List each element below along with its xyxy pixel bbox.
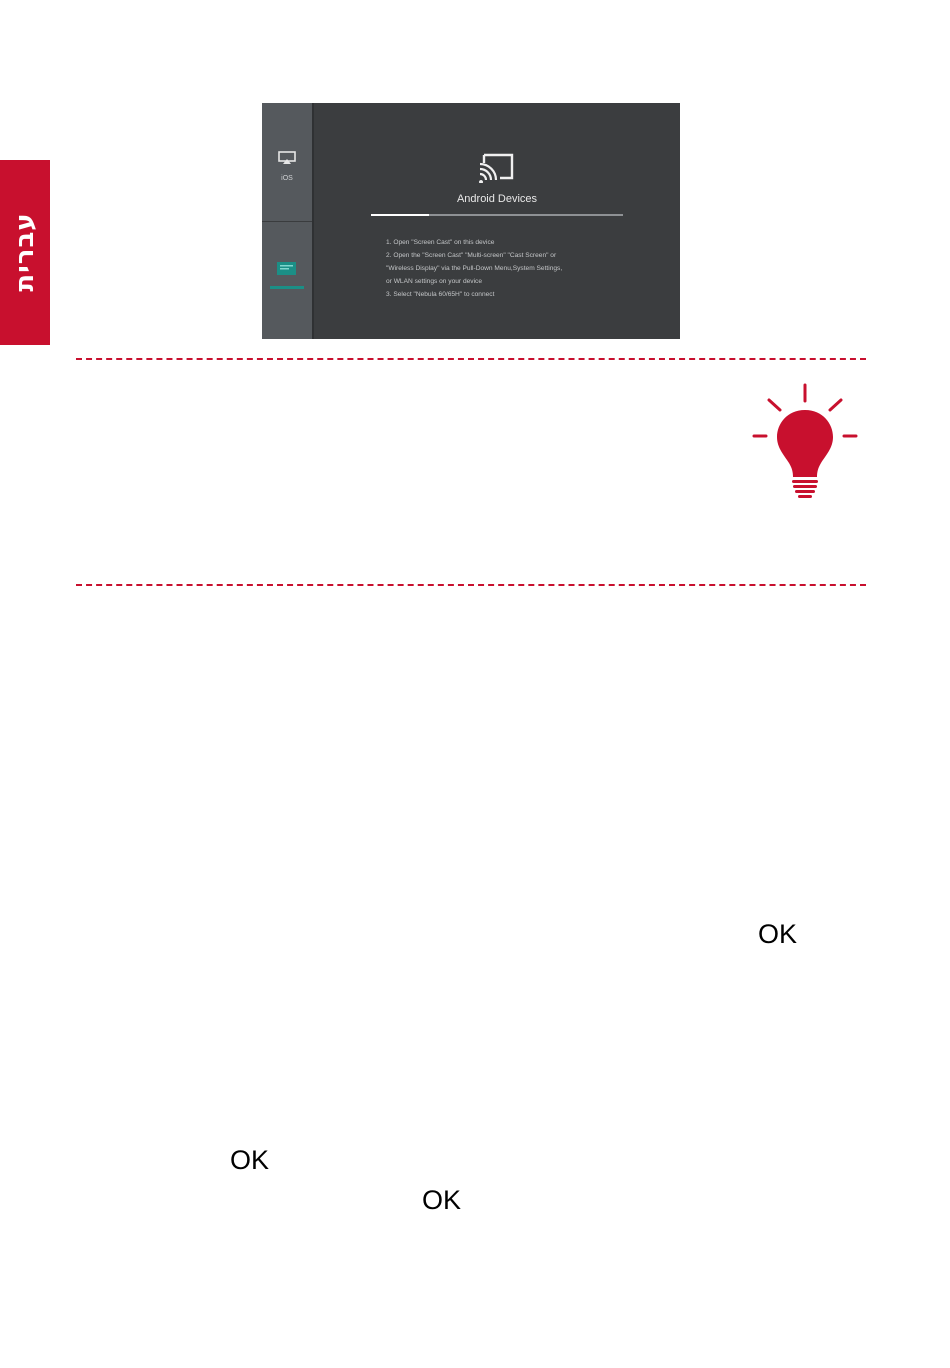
instruction-step: 1. Open "Screen Cast" on this device [386, 239, 495, 246]
ok-label: OK [758, 919, 798, 949]
language-side-tab [0, 160, 50, 345]
airplay-icon[interactable] [278, 151, 296, 165]
instruction-step: "Wireless Display" via the Pull-Down Menu,System Settings, [386, 265, 563, 272]
android-selected-indicator [270, 286, 304, 289]
progress-fill [371, 214, 429, 216]
screen-cast-icon [478, 151, 516, 183]
divider-bottom [76, 584, 866, 586]
language-tab-label: עברית [10, 212, 40, 292]
divider-top [76, 358, 866, 360]
tv-screen-title: Android Devices [456, 193, 538, 205]
ios-label: iOS [281, 175, 293, 182]
tv-sidebar [262, 103, 314, 339]
instruction-list [386, 236, 646, 301]
sidebar-divider [262, 221, 312, 222]
progress-bar [371, 214, 623, 216]
lightbulb-icon [751, 381, 859, 501]
android-screen-icon[interactable] [277, 262, 296, 275]
instruction-step: 3. Select "Nebula 60/65H" to connect [386, 291, 495, 298]
instruction-step: 2. Open the "Screen Cast" "Multi-screen" "Cast Screen" or [386, 252, 557, 259]
tv-screen-screenshot [262, 103, 680, 339]
ok-label: OK [230, 1145, 270, 1175]
ok-label: OK [422, 1185, 462, 1215]
instruction-step: or WLAN settings on your device [386, 278, 483, 285]
